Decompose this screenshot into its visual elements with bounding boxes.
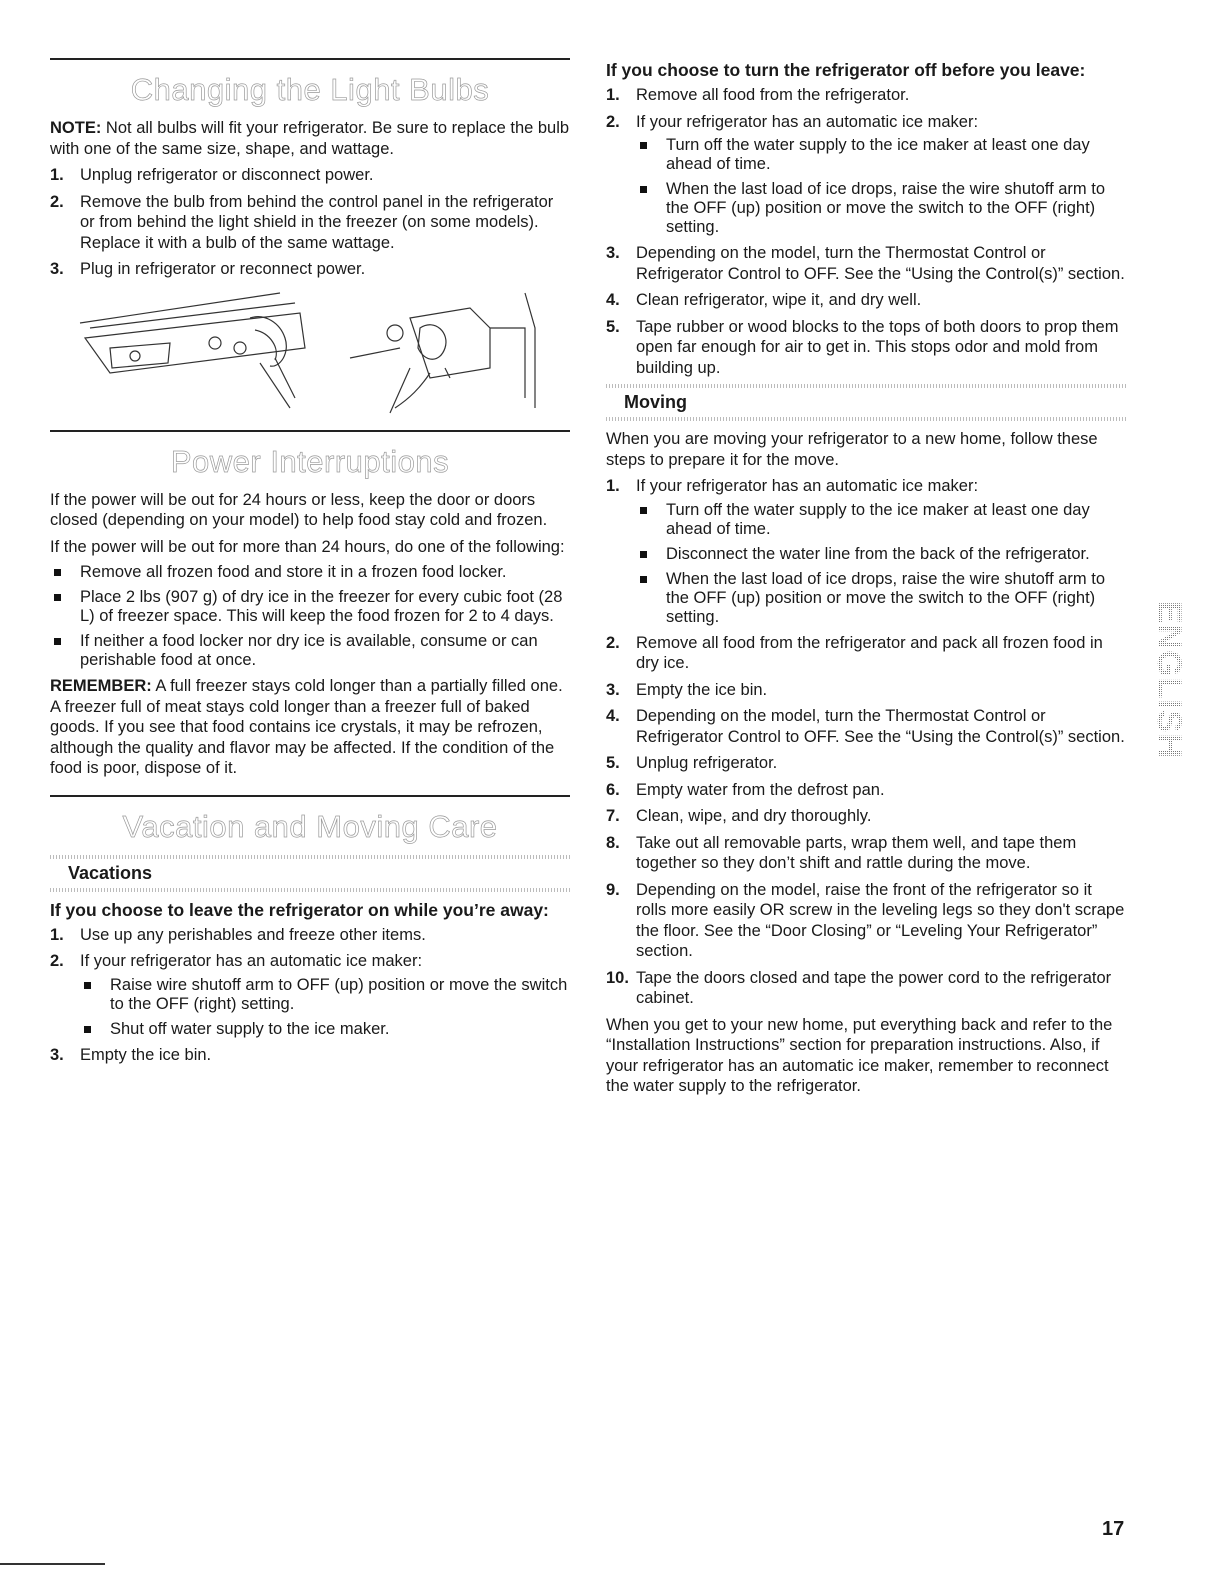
note-text: Not all bulbs will fit your refrigerator. Be sure to replace the bulb with one of the same size, shape, and wattage.	[50, 119, 570, 158]
step-number: 2.	[50, 952, 64, 970]
step-number: 5.	[606, 754, 620, 772]
step-number: 3.	[50, 1045, 64, 1064]
turn-off-sub-bullets	[636, 136, 1126, 237]
subhead-label: Moving	[624, 392, 687, 412]
list-item	[606, 290, 1126, 311]
step-text: Depending on the model, turn the Thermostat Control or Refrigerator Control to OFF. See the “Using the Control(s)” section.	[636, 244, 1125, 283]
language-side-tab	[1150, 565, 1189, 795]
list-item	[606, 706, 1126, 747]
remember-label: REMEMBER:	[50, 677, 152, 695]
step-text: Remove the bulb from behind the control panel in the refrigerator or from behind the light shield in the freezer (on some models). Replace it with a bulb of the same wattage.	[80, 192, 554, 252]
list-item: Remove all frozen food and store it in a frozen food locker.	[50, 563, 570, 582]
step-text: If your refrigerator has an automatic ice maker:	[636, 477, 979, 495]
step-text: Tape rubber or wood blocks to the tops of both doors to prop them open far enough for air to get in. This stops odor and mold from building up.	[636, 317, 1119, 377]
step-text: Depending on the model, turn the Thermostat Control or Refrigerator Control to OFF. See the “Using the Control(s)” section.	[636, 707, 1125, 746]
step-number: 4.	[606, 291, 620, 309]
note-paragraph	[50, 118, 570, 159]
note-label: NOTE:	[50, 119, 102, 137]
step-number: 2.	[50, 192, 64, 211]
moving-steps	[606, 476, 1126, 1009]
vacation-heading: If you choose to leave the refrigerator on while you’re away:	[50, 899, 549, 920]
vacation-steps	[50, 925, 570, 1066]
side-tab-label: ENGLISH	[1150, 600, 1189, 760]
step-number: 1.	[606, 86, 620, 104]
moving-closing: When you get to your new home, put everything back and refer to the “Installation Instructions” section for preparation instructions. Also, if your refrigerator has an automatic ice maker, remember to reconnect the water supply to the refrigerator.	[606, 1015, 1113, 1095]
list-item	[606, 633, 1126, 674]
list-item	[606, 680, 1126, 701]
list-item: Raise wire shutoff arm to OFF (up) position or move the switch to the OFF (right) setting.	[80, 976, 570, 1014]
subhead-vacations	[50, 855, 570, 892]
turn-off-heading: If you choose to turn the refrigerator off before you leave:	[606, 60, 1086, 80]
step-text: Empty the ice bin.	[636, 680, 768, 699]
list-item	[606, 780, 1126, 801]
step-text: Plug in refrigerator or reconnect power.	[80, 260, 366, 278]
step-number: 6.	[606, 780, 620, 799]
step-text: Empty the ice bin.	[80, 1045, 212, 1064]
step-number: 2.	[606, 633, 620, 652]
list-item: Turn off the water supply to the ice maker at least one day ahead of time.	[636, 501, 1126, 539]
step-number: 5.	[606, 317, 620, 336]
section-divider	[50, 430, 570, 432]
step-text: Remove all food from the refrigerator and pack all frozen food in dry ice.	[636, 633, 1103, 672]
step-text: Depending on the model, raise the front of the refrigerator so it rolls more easily OR screw in the leveling legs so they don't scrape the floor. See the “Door Closing” or “Leveling Your Refrigerator” section.	[636, 880, 1125, 960]
step-number: 3.	[606, 680, 620, 699]
list-item: Turn off the water supply to the ice maker at least one day ahead of time.	[636, 136, 1126, 174]
subhead-label: Vacations	[68, 862, 153, 883]
list-item: If neither a food locker nor dry ice is available, consume or can perishable food at once.	[50, 632, 570, 670]
footer-rule	[0, 1563, 105, 1565]
step-number: 4.	[606, 707, 620, 725]
step-number: 9.	[606, 880, 620, 899]
list-item	[50, 192, 570, 254]
step-text: Empty water from the defrost pan.	[636, 780, 885, 799]
power-bullets	[50, 563, 570, 670]
step-number: 1.	[50, 166, 64, 184]
list-item	[606, 806, 1126, 827]
step-number: 3.	[50, 260, 64, 278]
side-tab-graphic	[1150, 565, 1189, 795]
step-text: Tape the doors closed and tape the power cord to the refrigerator cabinet.	[636, 968, 1112, 1007]
step-number: 2.	[606, 112, 620, 131]
bulb-illustration	[50, 288, 570, 418]
list-item	[606, 968, 1126, 1009]
list-item: Shut off water supply to the ice maker.	[80, 1020, 570, 1039]
list-item	[50, 259, 570, 280]
step-text: Take out all removable parts, wrap them well, and tape them together so they don’t shift and rattle during the move.	[636, 833, 1077, 872]
step-text: If your refrigerator has an automatic ice maker:	[80, 952, 423, 970]
list-item	[606, 833, 1126, 874]
list-item: When the last load of ice drops, raise the wire shutoff arm to the OFF (up) position or move the switch to the OFF (right) setting.	[636, 570, 1126, 627]
step-text: Remove all food from the refrigerator.	[636, 86, 910, 104]
vacation-sub-bullets	[80, 976, 570, 1039]
step-number: 7.	[606, 807, 620, 825]
step-number: 1.	[50, 925, 64, 944]
left-column	[50, 58, 570, 1071]
list-item	[50, 1045, 570, 1066]
light-steps	[50, 165, 570, 280]
list-item	[606, 112, 1126, 238]
list-item	[50, 925, 570, 946]
section-title-power: Power Interruptions	[170, 443, 450, 479]
step-text: If your refrigerator has an automatic ice maker:	[636, 112, 979, 131]
section-title-light-bulbs: Changing the Light Bulbs	[130, 72, 490, 107]
power-paragraph-2: If the power will be out for more than 24 hours, do one of the following:	[50, 537, 565, 556]
light-bulb-illustration	[50, 288, 570, 418]
step-text: Unplug refrigerator.	[636, 754, 778, 772]
section-title-vacation: Vacation and Moving Care	[122, 808, 498, 844]
right-column	[606, 60, 1126, 1103]
page-number: 17	[1102, 1518, 1125, 1540]
remember-paragraph	[50, 676, 570, 779]
step-text: Unplug refrigerator or disconnect power.	[80, 166, 374, 184]
remember-text: A full freezer stays cold longer than a partially filled one. A freezer full of meat stays cold longer than a freezer full of baked goods. If you see that food contains ice crystals, it may be refrozen, although the quality and flavor may be affected. If the condition of the food is poor, dispose of it.	[50, 677, 563, 777]
turn-off-steps	[606, 85, 1126, 378]
section-divider	[50, 58, 570, 60]
subhead-moving	[606, 384, 1126, 421]
list-item	[50, 165, 570, 186]
list-item	[606, 243, 1126, 284]
list-item: Place 2 lbs (907 g) of dry ice in the freezer for every cubic foot (28 L) of freezer space. This will keep the food frozen for 2 to 4 days.	[50, 588, 570, 626]
moving-intro: When you are moving your refrigerator to a new home, follow these steps to prepare it for the move.	[606, 430, 1098, 469]
step-text: Clean refrigerator, wipe it, and dry well.	[636, 291, 922, 309]
power-paragraph-1: If the power will be out for 24 hours or less, keep the door or doors closed (depending on your model) to help food stay cold and frozen.	[50, 490, 548, 529]
step-number: 10.	[606, 968, 629, 987]
section-divider	[50, 795, 570, 797]
list-item	[50, 951, 570, 1039]
step-text: Clean, wipe, and dry thoroughly.	[636, 807, 872, 825]
list-item	[606, 317, 1126, 379]
step-number: 8.	[606, 833, 620, 852]
list-item	[606, 753, 1126, 774]
step-text: Use up any perishables and freeze other items.	[80, 925, 426, 944]
step-number: 3.	[606, 244, 620, 262]
list-item	[606, 880, 1126, 962]
list-item	[606, 85, 1126, 106]
list-item: When the last load of ice drops, raise the wire shutoff arm to the OFF (up) position or move the switch to the OFF (right) setting.	[636, 180, 1126, 237]
step-number: 1.	[606, 477, 620, 495]
list-item	[606, 476, 1126, 627]
moving-sub-bullets	[636, 501, 1126, 627]
list-item: Disconnect the water line from the back of the refrigerator.	[636, 545, 1126, 564]
